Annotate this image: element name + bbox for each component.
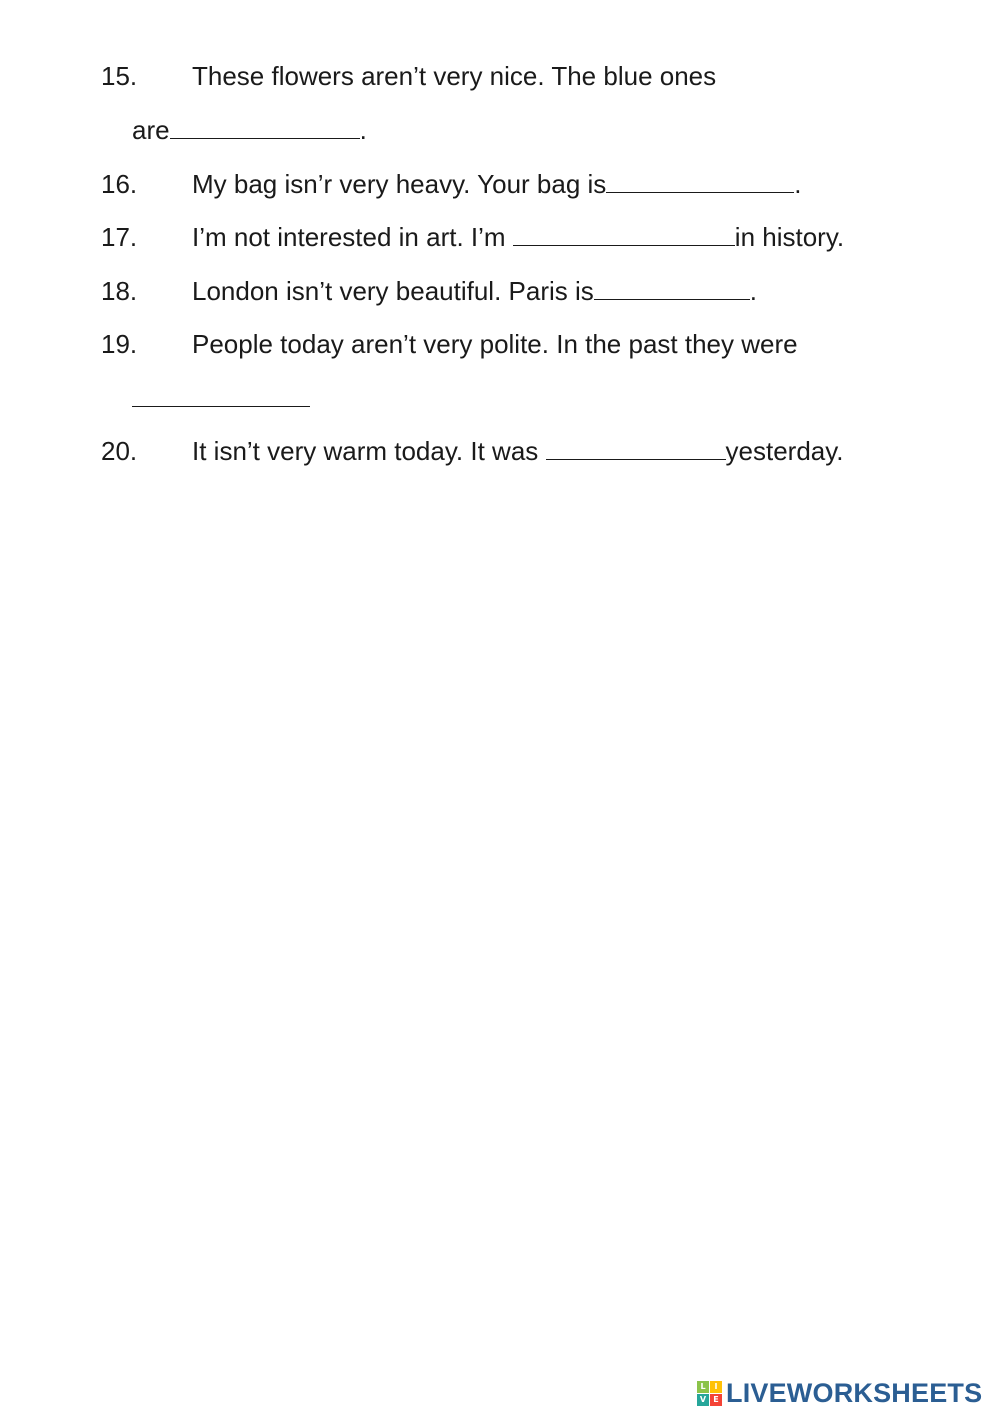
- question-number: 18.: [101, 276, 138, 306]
- logo-tile: I: [710, 1381, 722, 1393]
- question-text: It isn’t very warm today. It was: [192, 436, 546, 466]
- question-number: 20.: [101, 436, 138, 466]
- liveworksheets-logo: [697, 1376, 982, 1410]
- logo-tile: E: [710, 1394, 722, 1406]
- question-19-continuation: [0, 382, 1000, 414]
- question-text-end: yesterday.: [725, 436, 844, 466]
- answer-blank-18[interactable]: [594, 275, 750, 300]
- question-17: [0, 221, 1000, 253]
- question-18: [0, 275, 1000, 307]
- question-15-continuation: [0, 114, 1000, 146]
- answer-blank-17[interactable]: [513, 221, 735, 246]
- answer-blank-16[interactable]: [606, 168, 794, 193]
- answer-blank-19[interactable]: [132, 382, 310, 407]
- answer-blank-15[interactable]: [170, 114, 360, 139]
- question-number: 16.: [101, 169, 138, 199]
- question-20: [0, 435, 1000, 467]
- question-19: [0, 328, 1000, 360]
- question-15: [0, 60, 1000, 92]
- logo-mark-icon: [697, 1381, 722, 1406]
- question-text-continuation: are: [132, 115, 170, 145]
- logo-tile: L: [697, 1381, 709, 1393]
- question-punctuation: .: [749, 276, 758, 306]
- question-text: London isn’t very beautiful. Paris is: [192, 276, 594, 306]
- answer-blank-20[interactable]: [546, 435, 726, 460]
- question-16: [0, 168, 1000, 200]
- question-number: 17.: [101, 222, 138, 252]
- question-punctuation: .: [794, 169, 802, 199]
- question-text: These flowers aren’t very nice. The blue ones: [192, 61, 717, 91]
- question-text-end: in history.: [734, 222, 845, 252]
- brand-name: LIVEWORKSHEETS: [726, 1377, 983, 1408]
- question-punctuation: .: [359, 115, 367, 145]
- logo-tile: V: [697, 1394, 709, 1406]
- question-number: 15.: [101, 61, 138, 91]
- question-text: I’m not interested in art. I’m: [192, 222, 513, 252]
- question-number: 19.: [101, 329, 138, 359]
- question-text: People today aren’t very polite. In the past they were: [192, 329, 798, 359]
- question-text: My bag isn’r very heavy. Your bag is: [192, 169, 607, 199]
